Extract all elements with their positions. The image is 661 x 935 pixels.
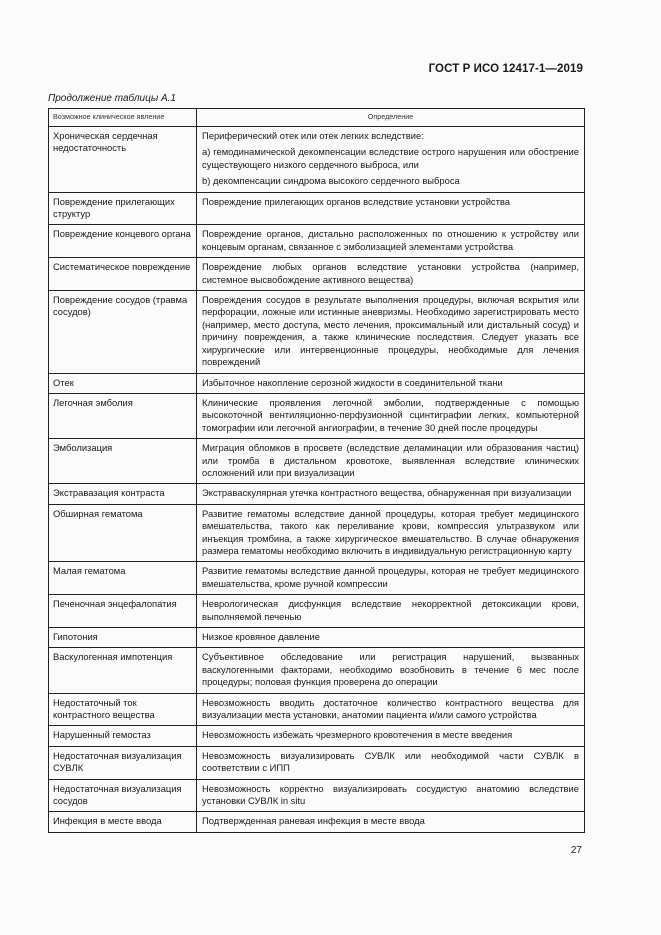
table-row	[49, 746, 585, 779]
definition-text: Невозможность вводить достаточное количество контрастного вещества для визуализации места установки, анатомии пациента и/или самого устройства	[202, 696, 579, 721]
clinical-event-term: Отек	[49, 373, 197, 393]
definition-text: Миграция обломков в просвете (вследствие деламинации или образования частиц) или тромба в дистальном кровотоке, выявленная вследствие клинических осложнений или при визуализации	[202, 442, 579, 478]
definition-text: Повреждение прилегающих органов вследствие установки устройства	[202, 195, 510, 207]
definition-text: Развитие гематомы вследствие данной процедуры, которая не требует медицинского вмешательства, кроме ручной компрессии	[202, 565, 579, 589]
standard-designation: ГОСТ Р ИСО 12417-1—2019	[428, 63, 583, 75]
table-header-row	[49, 109, 585, 127]
table-continuation-label: Продолжение таблицы А.1	[48, 93, 176, 104]
clinical-event-term: Недостаточный ток контрастного вещества	[49, 693, 197, 726]
table-row	[49, 225, 585, 258]
clinical-event-term: Повреждение концевого органа	[49, 225, 197, 258]
clinical-event-definition	[197, 127, 585, 193]
table-row	[49, 484, 585, 504]
clinical-event-term: Повреждение прилегающих структур	[49, 192, 197, 225]
definition-text: Повреждение любых органов вследствие установки устройства (например, системное высвобождение активного вещества)	[202, 261, 579, 285]
table-row	[49, 373, 585, 393]
clinical-event-term: Гипотония	[49, 628, 197, 648]
clinical-event-definition	[197, 225, 585, 258]
definition-text: Экстраваскулярная утечка контрастного вещества, обнаруженная при визуализации	[202, 487, 572, 499]
table-row	[49, 439, 585, 484]
clinical-event-term: Систематическое повреждение	[49, 258, 197, 291]
table-row	[49, 192, 585, 225]
clinical-event-term: Хроническая сердечная недостаточность	[49, 127, 197, 193]
definition-text: b) декомпенсации синдрома высокого сердечного выброса	[202, 175, 460, 187]
clinical-event-term: Васкулогенная импотенция	[49, 648, 197, 693]
clinical-event-term: Нарушенный гемостаз	[49, 726, 197, 746]
clinical-event-term: Недостаточная визуализация СУВЛК	[49, 746, 197, 779]
table-body	[49, 127, 585, 833]
definition-text: Невозможность избежать чрезмерного кровотечения в месте введения	[202, 729, 513, 741]
clinical-event-definition	[197, 726, 585, 746]
table-row	[49, 648, 585, 693]
table-row	[49, 812, 585, 832]
definition-text: Периферический отек или отек легких вследствие:	[202, 130, 424, 141]
definition-text: Повреждение органов, дистально расположенных по отношению к устройству или концевым органам, связанное с эмболизацией элементами устройства	[202, 228, 579, 252]
definition-text: Невозможность визуализировать СУВЛК или необходимой части СУВЛК в соответствии с ИПП	[202, 749, 579, 774]
clinical-event-definition	[197, 504, 585, 562]
clinical-event-definition	[197, 439, 585, 484]
clinical-event-definition	[197, 562, 585, 595]
definition-text: Развитие гематомы вследствие данной процедуры, которая требует медицинского вмешательства, такого как переливание крови, компрессия ультразвуком или инъекция тромбина, а также хирургическое вмешательство. В случае обнаружения размера гематомы необходимо включить в индивидуальную регистрационную карту	[202, 507, 579, 556]
clinical-event-definition	[197, 373, 585, 393]
definition-text: Повреждения сосудов в результате выполнения процедуры, включая вскрытия или перфорации, ложные или истинные аневризмы. Необходимо зарегистрировать место (например, место доступа, место лечения, проксимальный или дистальный сосуд) и причину повреждения, а также клинические последствия. Следует указать все хирургические или интервенционные процедуры, необходимые для лечения повреждений	[202, 294, 579, 368]
column-header-phenomenon: Возможное клиническое явление	[49, 109, 197, 127]
column-header-definition: Определение	[197, 109, 585, 127]
definitions-table	[48, 108, 585, 833]
clinical-event-term: Малая гематома	[49, 562, 197, 595]
clinical-event-definition	[197, 628, 585, 648]
table-row	[49, 258, 585, 291]
clinical-event-definition	[197, 393, 585, 438]
page-number: 27	[570, 845, 582, 856]
clinical-event-definition	[197, 595, 585, 628]
table-row	[49, 595, 585, 628]
clinical-event-definition	[197, 812, 585, 832]
clinical-event-definition	[197, 693, 585, 726]
clinical-event-definition	[197, 291, 585, 373]
clinical-event-definition	[197, 192, 585, 225]
clinical-event-term: Печеночная энцефалопатия	[49, 595, 197, 628]
clinical-event-term: Инфекция в месте ввода	[49, 812, 197, 832]
clinical-event-definition	[197, 648, 585, 693]
table-row	[49, 726, 585, 746]
table-row	[49, 779, 585, 812]
table-row	[49, 393, 585, 438]
clinical-event-term: Обширная гематома	[49, 504, 197, 562]
clinical-event-term: Эмболизация	[49, 439, 197, 484]
clinical-event-term: Повреждение сосудов (травма сосудов)	[49, 291, 197, 373]
definition-text: а) гемодинамической декомпенсации вследствие острого нарушения или обострение существующего низкого сердечного выброса, или	[202, 146, 579, 170]
clinical-event-definition	[197, 779, 585, 812]
clinical-event-term: Недостаточная визуализация сосудов	[49, 779, 197, 812]
definition-text: Избыточное накопление серозной жидкости в соединительной ткани	[202, 376, 503, 388]
table-row	[49, 291, 585, 373]
clinical-event-term: Легочная эмболия	[49, 393, 197, 438]
definition-text: Неврологическая дисфункция вследствие некорректной детоксикации крови, выполняемой печенью	[202, 598, 579, 622]
table-row	[49, 628, 585, 648]
table-row	[49, 693, 585, 726]
table-row	[49, 504, 585, 562]
clinical-event-definition	[197, 258, 585, 291]
definition-text: Субъективное обследование или регистрация нарушений, вызванных васкулогенными факторами, необходимо возобновить в течение 6 мес после процедуры; половая функция проверена до операции	[202, 651, 579, 688]
clinical-event-definition	[197, 746, 585, 779]
table-row	[49, 562, 585, 595]
clinical-event-definition	[197, 484, 585, 504]
definition-text: Невозможность корректно визуализировать сосудистую анатомию вследствие установки СУВЛК in situ	[202, 782, 579, 807]
definition-text: Подтвержденная раневая инфекция в месте ввода	[202, 815, 425, 827]
definition-text: Низкое кровяное давление	[202, 631, 320, 642]
definition-text: Клинические проявления легочной эмболии, подтвержденные с помощью высокоточной вентиляционно-перфузионной сцинтиграфии легких, компьютерной томографии или легочной ангиографии, в течение 30 дней после процедуры	[202, 396, 579, 433]
table-row	[49, 127, 585, 193]
clinical-event-term: Экстравазация контраста	[49, 484, 197, 504]
